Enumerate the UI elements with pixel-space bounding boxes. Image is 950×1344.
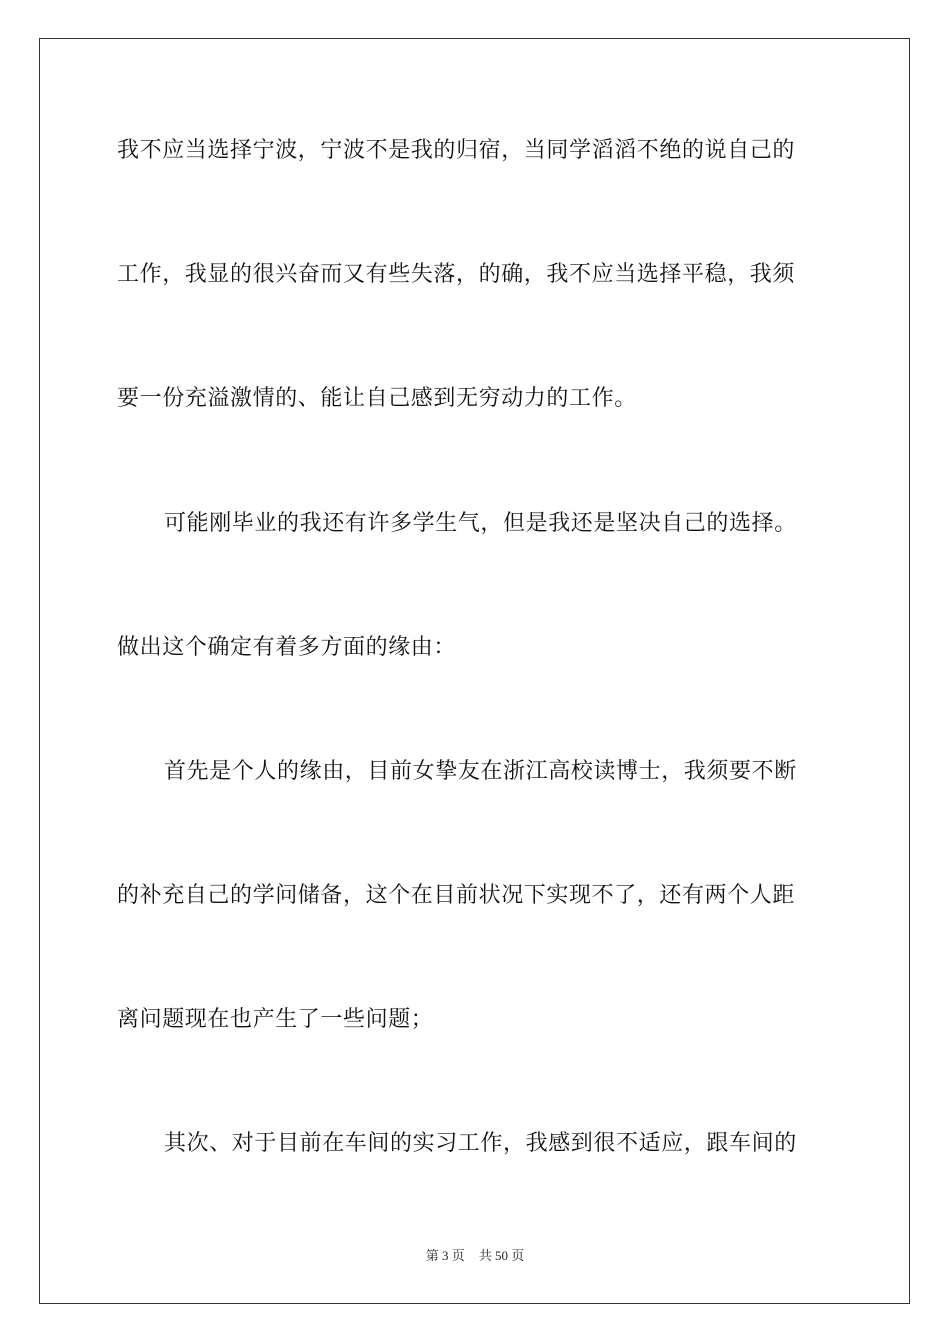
page-footer [0,1247,950,1265]
text-line-9: 其次、对于目前在车间的实习工作，我感到很不适应，跟车间的 [164,1131,797,1156]
page-number: 第 3 页 [425,1248,465,1263]
text-line-7: 的补充自己的学问储备，这个在目前状况下实现不了，还有两个人距 [117,883,796,908]
page-border [39,38,910,1304]
text-line-2: 工作，我显的很兴奋而又有些失落，的确，我不应当选择平稳，我须 [117,262,796,287]
text-line-1: 我不应当选择宁波，宁波不是我的归宿，当同学滔滔不绝的说自己的 [117,138,796,163]
text-line-6: 首先是个人的缘由，目前女挚友在浙江高校读博士，我须要不断 [164,759,797,784]
text-line-3: 要一份充溢激情的、能让自己感到无穷动力的工作。 [117,386,637,411]
text-line-8: 离问题现在也产生了一些问题； [117,1007,434,1032]
text-line-5: 做出这个确定有着多方面的缘由： [117,635,457,660]
text-line-4: 可能刚毕业的我还有许多学生气，但是我还是坚决自己的选择。 [164,511,797,536]
page-total: 共 50 页 [478,1248,525,1263]
